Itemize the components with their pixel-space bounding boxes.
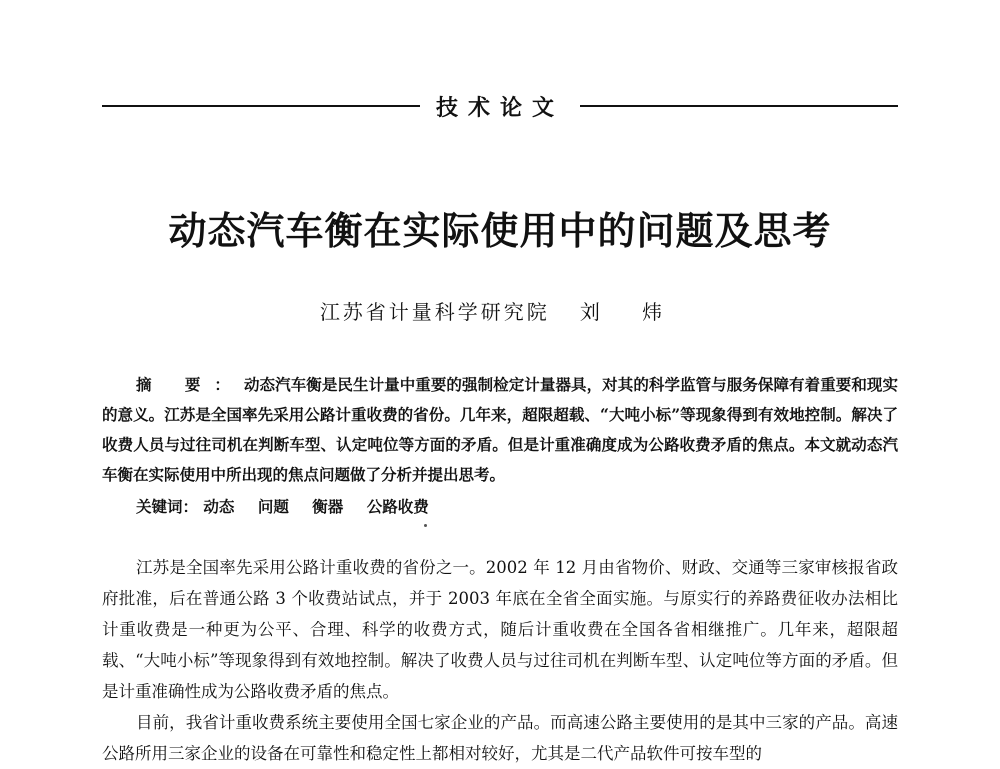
keywords-label: 关键词： — [136, 497, 199, 516]
header-rule-right — [580, 105, 898, 107]
abstract-text: 动态汽车衡是民生计量中重要的强制检定计量器具，对其的科学监管与服务保障有着重要和现实的意义。江苏是全国率先采用公路计重收费的省份。几年来，超限超载、“大吨小标”等现象得到有效地控制。解决了收费人员与过往司机在判断车型、认定吨位等方面的矛盾。但是计重准确度成为公路收费矛盾的焦点。本文就动态汽车衡在实际使用中所出现的焦点问题做了分析并提出思考。 — [102, 375, 898, 484]
stray-dot — [424, 524, 427, 527]
keyword-item: 衡器 — [312, 497, 344, 516]
abstract — [102, 370, 898, 490]
keyword-item: 公路收费 — [366, 497, 429, 516]
body-text — [102, 552, 898, 769]
byline — [0, 296, 1000, 325]
author: 刘 炜 — [579, 300, 681, 324]
article-title: 动态汽车衡在实际使用中的问题及思考 — [168, 209, 832, 253]
section-header — [102, 88, 898, 124]
body-paragraph: 江苏是全国率先采用公路计重收费的省份之一。2002 年 12 月由省物价、财政、交通等三家审核报省政府批准，后在普通公路 3 个收费站试点，并于 2003 年底在全省全面实施。与原实行的养路费征收办法相比计重收费是一种更为公平、合理、科学的收费方式，随后计重收费在全国各省相继推广。几年来，超限超载、“大吨小标”等现象得到有效地控制。解决了收费人员与过往司机在判断车型、认定吨位等方面的矛盾。但是计重准确性成为公路收费矛盾的焦点。 — [102, 558, 898, 701]
keywords — [136, 492, 836, 522]
header-rule-left — [102, 105, 420, 107]
body-paragraph: 目前，我省计重收费系统主要使用全国七家企业的产品。而高速公路主要使用的是其中三家的产品。高速公路所用三家企业的设备在可靠性和稳定性上都相对较好，尤其是二代产品软件可按车型的 — [102, 713, 898, 763]
affiliation: 江苏省计量科学研究院 — [319, 300, 550, 324]
keyword-item: 问题 — [257, 497, 289, 516]
section-label: 技术论文 — [436, 95, 565, 121]
abstract-label: 摘 要： — [136, 375, 244, 394]
keyword-item: 动态 — [203, 497, 235, 516]
